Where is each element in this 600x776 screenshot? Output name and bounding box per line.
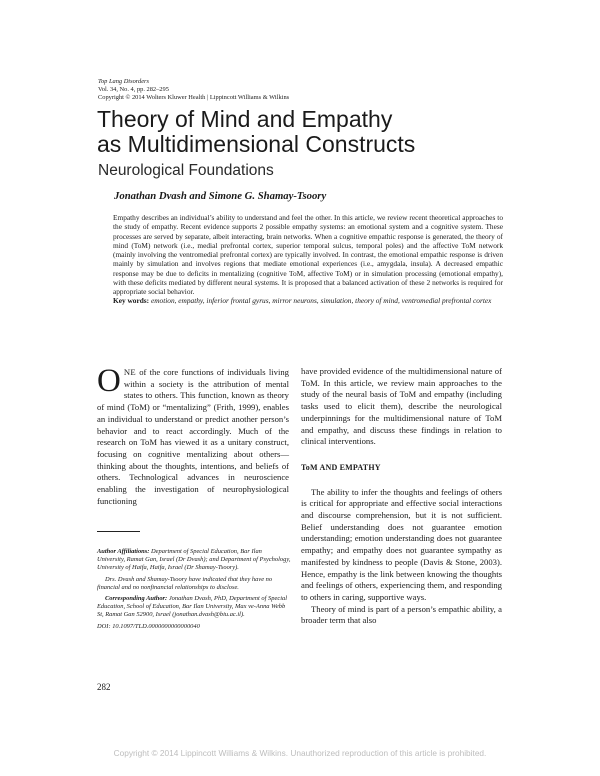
section-heading: ToM AND EMPATHY: [301, 462, 381, 472]
article-subtitle: Neurological Foundations: [98, 162, 274, 179]
article-authors: Jonathan Dvash and Simone G. Shamay-Tsoory: [114, 190, 327, 202]
journal-info: [98, 78, 289, 102]
affiliations-label: Author Affiliations:: [97, 548, 150, 555]
intro-text: of the core functions of individuals living within a society is the attribution of mental states to others. This function, known as theory of mind (ToM) or “mentalizing” (Frith, 1999), enables an individual to understand or predict another person’s behavior and to react accordingly. Much of the research on ToM has viewed it as a unitary construct, focusing on cognitive mentalizing about others—thinking about the thoughts, intentions, and beliefs of others. Technological advances in neuroscience enabling the investigation of neurophysiological functioning: [97, 367, 289, 506]
journal-name: Top Lang Disorders: [98, 78, 150, 85]
right-paragraph-2: The ability to infer the thoughts and feelings of others is critical for appropriate and effective social interactions and discourse comprehension, but it is not sufficient. Belief understanding does not guarantee emotion understanding; emotion understanding does not guarantee empathy; and empathy does not guarantee sympathy as manifested by kindness to people (Davis & Stone, 2003). Hence, empathy is the link between knowing the thoughts and feelings of others, experiencing them, and responding to others in caring, supportive ways.: [301, 486, 502, 602]
title-line-2: as Multidimensional Constructs: [97, 130, 416, 157]
disclosure-note: Drs. Dvash and Shamay-Tsoory have indicated that they have no financial and no nonfinancial relationships to disclose.: [97, 575, 273, 591]
footnotes: [97, 548, 291, 634]
keywords-label: Key words:: [113, 296, 150, 306]
title-line-1: Theory of Mind and Empathy: [97, 106, 393, 132]
first-word-rest: NE: [123, 367, 136, 377]
footnote-rule: [97, 531, 140, 532]
journal-volume: Vol. 34, No. 4, pp. 282–295: [98, 86, 169, 94]
left-column: [97, 363, 289, 507]
abstract: [113, 213, 503, 306]
corresponding-label: Corresponding Author:: [105, 595, 168, 603]
keywords-list: emotion, empathy, inferior frontal gyrus, mirror neurons, simulation, theory of mind, ventromedial prefrontal cortex: [150, 296, 492, 306]
intro-paragraph: [97, 363, 289, 507]
corresponding-text: Jonathan Dvash, PhD, Department of Special Education, School of Education, Bar Ilan University, Max ve-Anna Webb St, Ramat Gan 52900, Israel (jonathan.dvash@biu.ac.il).: [97, 595, 287, 619]
page-number: 282: [97, 682, 111, 692]
affiliations-text: Department of Special Education, Bar Ilan University, Ramat Gan, Israel (Dr Dvash); and Department of Psychology, University of Haifa, Haifa, Israel (Dr Shamay-Tsoory).: [97, 548, 291, 572]
journal-copyright: Copyright © 2014 Wolters Kluwer Health | Lippincott Williams & Wilkins: [98, 94, 290, 102]
right-column: [301, 366, 502, 627]
right-paragraph-3: Theory of mind is part of a person’s empathic ability, a broader term that also: [301, 603, 502, 626]
copyright-watermark: Copyright © 2014 Lippincott Williams & Wilkins. Unauthorized reproduction of this article is prohibited.: [113, 748, 487, 758]
right-paragraph-1: have provided evidence of the multidimensional nature of ToM. In this article, we review main approaches to the study of the neural basis of ToM and empathy (including tasks used to elicit them), describe the neurological underpinnings for the multidimensional nature of ToM and empathy, and discuss these findings in relation to clinical interventions.: [301, 366, 502, 447]
article-title: [97, 107, 415, 156]
abstract-text: Empathy describes an individual’s ability to understand and feel the other. In this article, we review recent theoretical approaches to the study of empathy. Recent evidence supports 2 possible empathy systems: an emotional system and a cognitive system. These processes are served by separate, albeit interacting, brain networks. When a cognitive empathic response is generated, the theory of mind (ToM) network (i.e., medial prefrontal cortex, superior temporal sulcus, temporal poles) and the affective ToM network (mainly involving the ventromedial prefrontal cortex) are typically involved. In contrast, the emotional empathic response is driven mainly by simulation and involves regions that mediate emotional experiences (i.e., amygdala, insula). A decreased empathic response may be due to deficits in mentalizing (cognitive ToM, affective ToM) or in simulation processing (emotional empathy), with these deficits mediated by different neural systems. It is proposed that a balanced activation of these 2 networks is required for appropriate social behavior.: [113, 213, 503, 296]
affiliations-note: [97, 548, 291, 573]
doi: DOI: 10.1097/TLD.0000000000000040: [97, 622, 200, 630]
drop-cap: O: [97, 363, 121, 399]
keywords: [113, 296, 503, 305]
corresponding-note: [97, 595, 291, 620]
